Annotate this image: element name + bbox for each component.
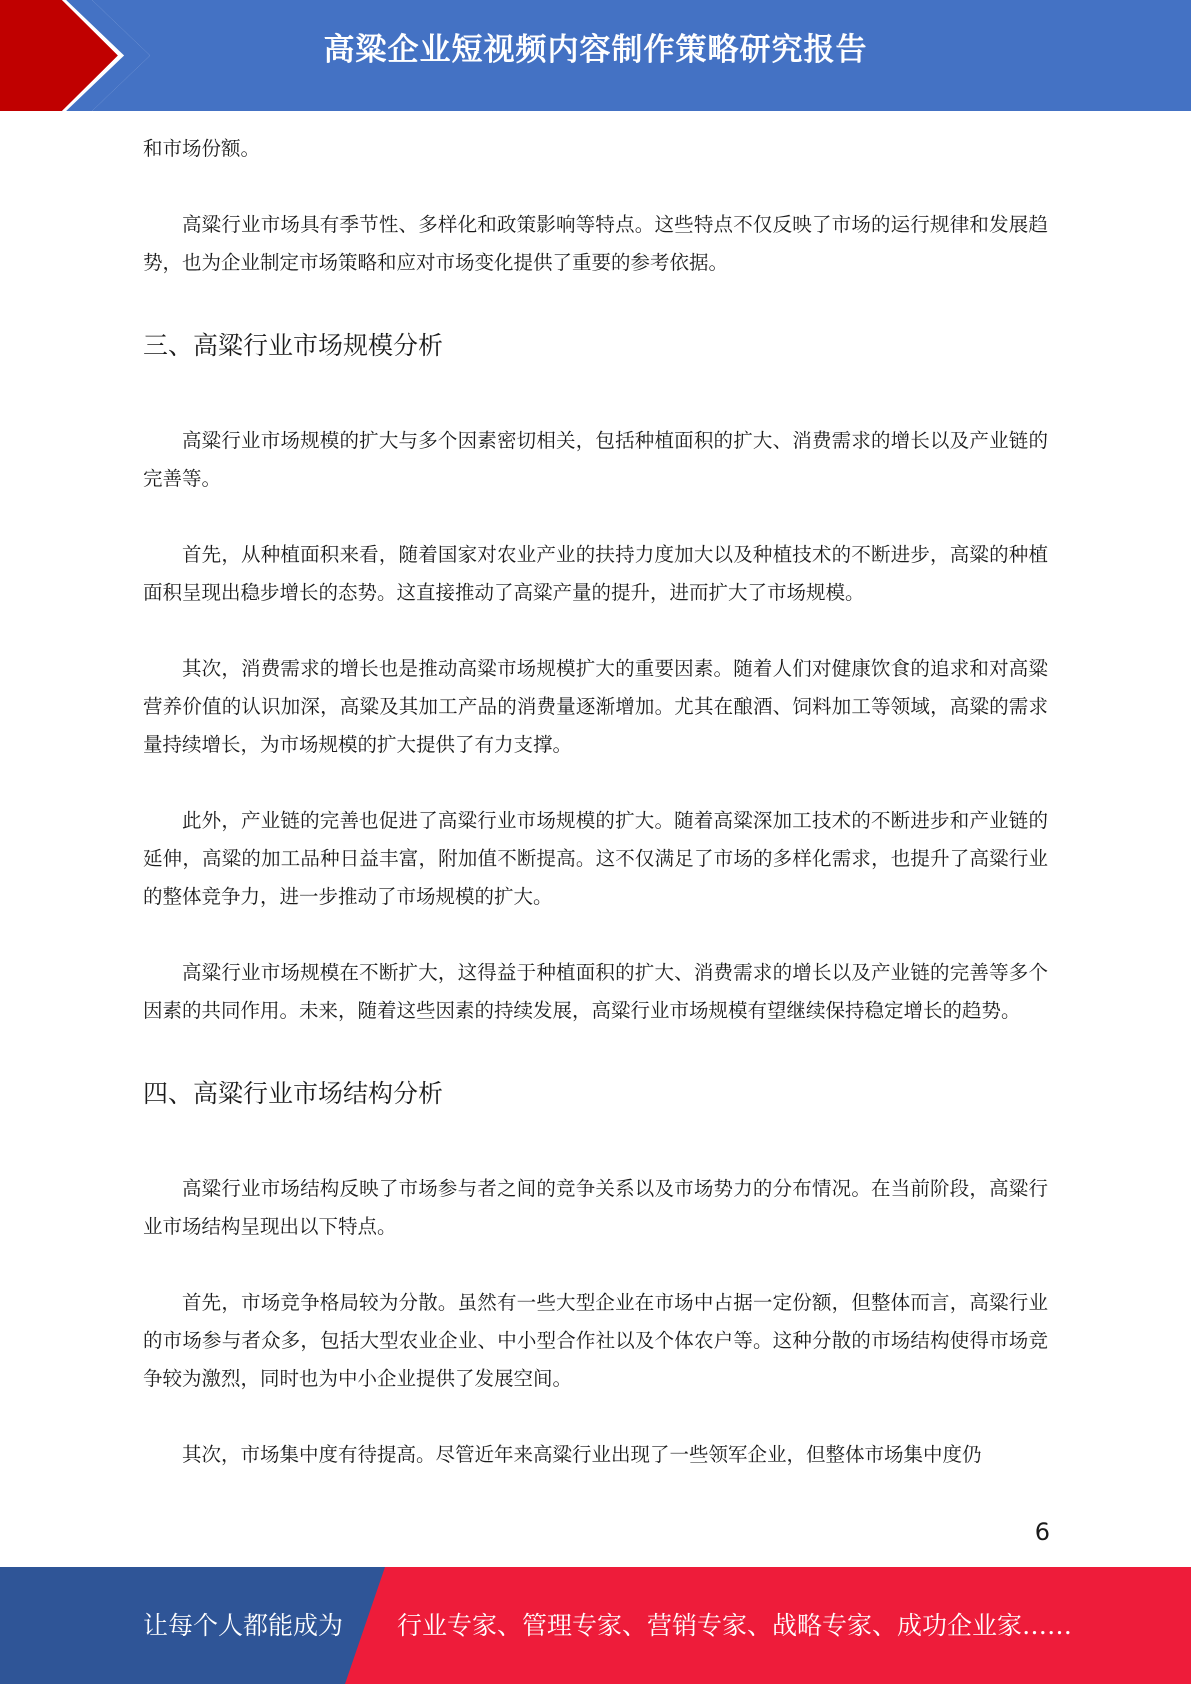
paragraph: 高粱行业市场具有季节性、多样化和政策影响等特点。这些特点不仅反映了市场的运行规律和发展趋势，也为企业制定市场策略和应对市场变化提供了重要的参考依据。 [143,213,1048,274]
paragraph: 高粱行业市场结构反映了市场参与者之间的竞争关系以及市场势力的分布情况。在当前阶段，高粱行业市场结构呈现出以下特点。 [143,1177,1048,1238]
footer-slogan-left: 让每个人都能成为 [143,1611,344,1640]
page-footer [0,1567,1191,1684]
paragraph: 首先，市场竞争格局较为分散。虽然有一些大型企业在市场中占据一定份额，但整体而言，高粱行业的市场参与者众多，包括大型农业企业、中小型合作社以及个体农户等。这种分散的市场结构使得市场竞争较为激烈，同时也为中小企业提供了发展空间。 [143,1291,1048,1390]
paragraph: 首先，从种植面积来看，随着国家对农业产业的扶持力度加大以及种植技术的不断进步，高粱的种植面积呈现出稳步增长的态势。这直接推动了高粱产量的提升，进而扩大了市场规模。 [143,543,1048,604]
paragraph: 此外，产业链的完善也促进了高粱行业市场规模的扩大。随着高粱深加工技术的不断进步和产业链的延伸，高粱的加工品种日益丰富，附加值不断提高。这不仅满足了市场的多样化需求，也提升了高粱行业的整体竞争力，进一步推动了市场规模的扩大。 [143,809,1048,908]
paragraph: 高粱行业市场规模的扩大与多个因素密切相关，包括种植面积的扩大、消费需求的增长以及产业链的完善等。 [143,429,1048,490]
page-number: 6 [1034,1518,1050,1546]
paragraph: 其次，消费需求的增长也是推动高粱市场规模扩大的重要因素。随着人们对健康饮食的追求和对高粱营养价值的认识加深，高粱及其加工产品的消费量逐渐增加。尤其在酿酒、饲料加工等领域，高粱的需求量持续增长，为市场规模的扩大提供了有力支撑。 [143,657,1048,756]
report-title: 高粱企业短视频内容制作策略研究报告 [323,32,868,68]
document-body [143,130,1048,1474]
paragraph: 其次，市场集中度有待提高。尽管近年来高粱行业出现了一些领军企业，但整体市场集中度仍 [182,1443,982,1466]
footer-slogan-right: 行业专家、管理专家、营销专家、战略专家、成功企业家…… [397,1611,1073,1640]
paragraph: 高粱行业市场规模在不断扩大，这得益于种植面积的扩大、消费需求的增长以及产业链的完善等多个因素的共同作用。未来，随着这些因素的持续发展，高粱行业市场规模有望继续保持稳定增长的趋势。 [143,961,1048,1022]
page-header [0,0,1191,111]
section-heading-3: 三、高粱行业市场规模分析 [143,331,444,360]
section-heading-4: 四、高粱行业市场结构分析 [143,1079,444,1108]
paragraph: 和市场份额。 [143,137,261,160]
